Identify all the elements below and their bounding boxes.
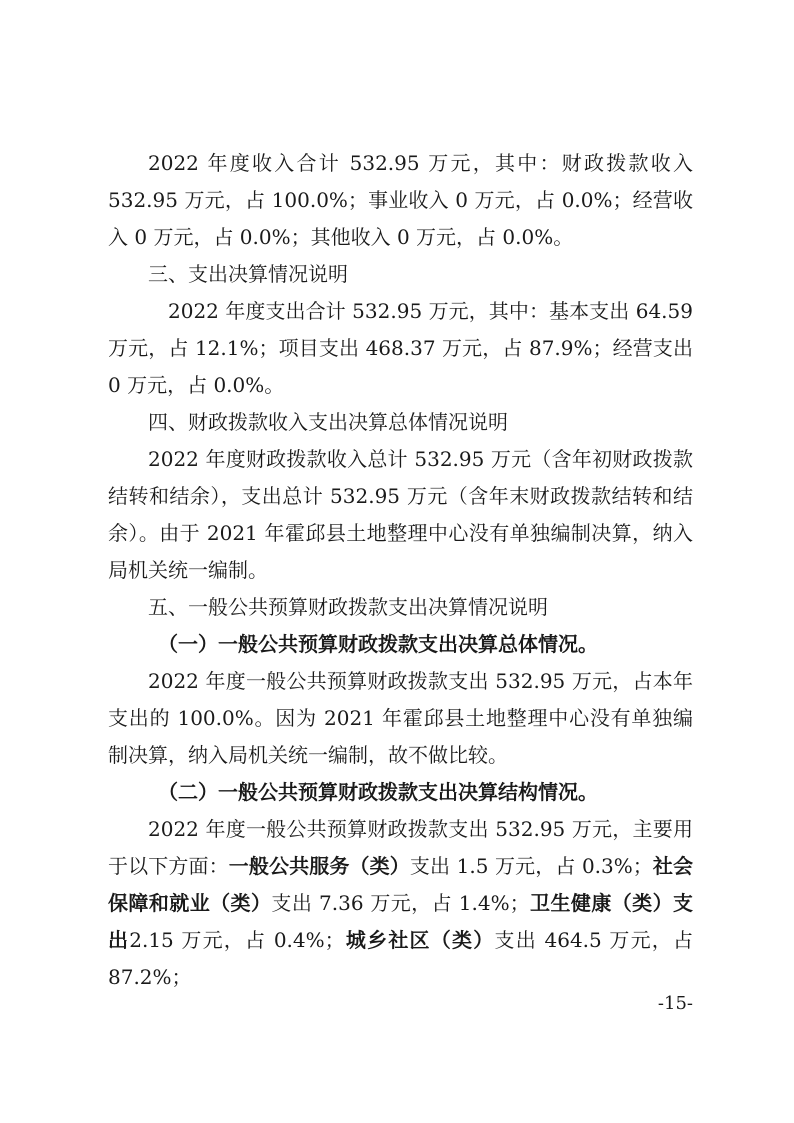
category-health: 卫生健康（类）支出	[108, 891, 694, 952]
income-summary-paragraph: 2022 年度收入合计 532.95 万元，其中：财政拨款收入 532.95 万元，占 100.0%；事业收入 0 万元，占 0.0%；经营收入 0 万元，占 0.0%；其他收入 0 万元，占 0.0%。	[108, 151, 693, 249]
structure-text-1: 2022 年度一般公共预算财政拨款支出 532.95 万元，主要用于以下方面：	[108, 817, 693, 878]
subsection-1-heading: （一）一般公共预算财政拨款支出决算总体情况。	[158, 632, 598, 656]
section-4-heading: 四、财政拨款收入支出决算总体情况说明	[148, 410, 508, 434]
structure-text-4: 2.15 万元，占 0.4%；	[129, 928, 345, 952]
structure-text-3: 支出 7.36 万元，占 1.4%；	[271, 891, 530, 915]
category-urban-rural-community: 城乡社区（类）	[344, 928, 495, 952]
category-general-public-services: 一般公共服务（类）	[228, 854, 410, 878]
category-social-security: 社会保障和就业（类）	[108, 854, 694, 915]
page-number: -15-	[657, 993, 693, 1014]
section-5-heading: 五、一般公共预算财政拨款支出决算情况说明	[148, 595, 548, 619]
general-budget-total-paragraph: 2022 年度一般公共预算财政拨款支出 532.95 万元，占本年支出的 100.0%。因为 2021 年霍邱县土地整理中心没有单独编制决算，纳入局机关统一编制，故不做比较。	[108, 669, 693, 767]
section-3-heading: 三、支出决算情况说明	[148, 262, 348, 286]
subsection-2-heading: （二）一般公共预算财政拨款支出决算结构情况。	[158, 780, 598, 804]
structure-text-2: 支出 1.5 万元，占 0.3%；	[409, 854, 653, 878]
expenditure-summary-paragraph: 2022 年度支出合计 532.95 万元，其中：基本支出 64.59 万元，占 12.1%；项目支出 468.37 万元，占 87.9%；经营支出 0 万元，占 0.0%。	[108, 299, 693, 397]
structure-text-5: 支出 464.5 万元，占 87.2%；	[108, 928, 694, 989]
fiscal-appropriation-paragraph: 2022 年度财政拨款收入总计 532.95 万元（含年初财政拨款结转和结余），支出总计 532.95 万元（含年末财政拨款结转和结余）。由于 2021 年霍邱县土地整理中心没有单独编制决算，纳入局机关统一编制。	[108, 447, 693, 582]
document-body	[108, 145, 693, 996]
general-budget-structure-paragraph	[108, 811, 693, 996]
